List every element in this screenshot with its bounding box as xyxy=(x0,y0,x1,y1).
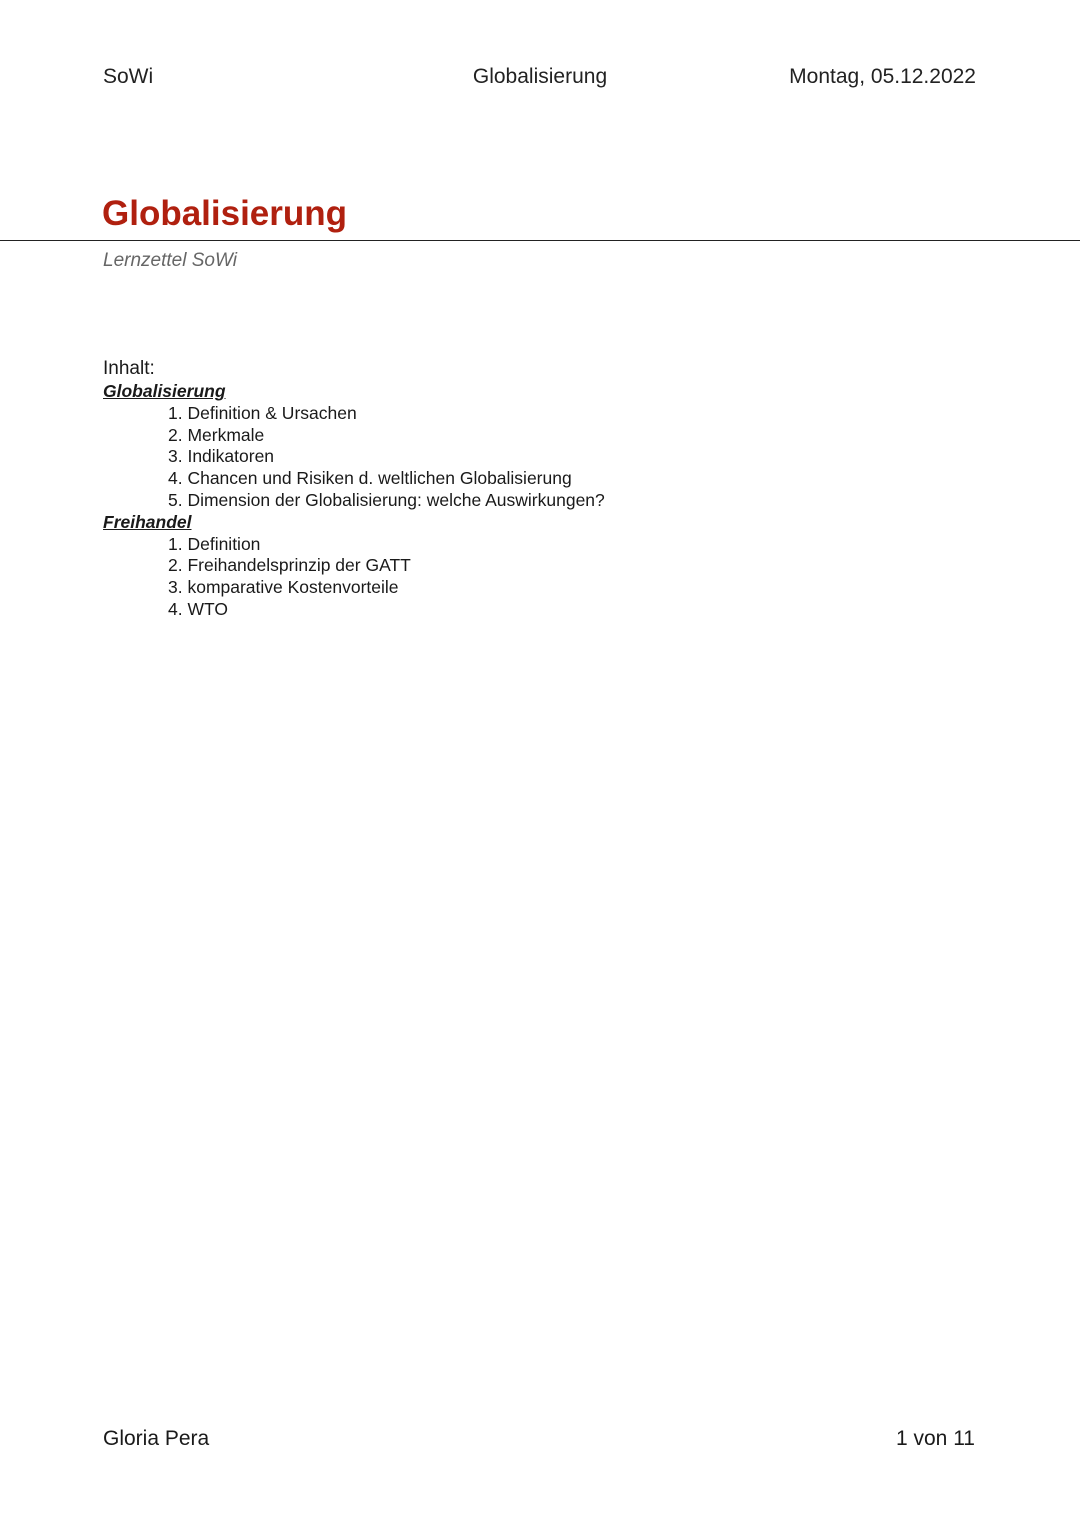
toc-item: 5. Dimension der Globalisierung: welche Auswirkungen? xyxy=(168,489,605,510)
table-of-contents xyxy=(103,357,605,621)
toc-item: 4. Chancen und Risiken d. weltlichen Globalisierung xyxy=(168,468,572,489)
toc-item: 2. Merkmale xyxy=(168,424,265,445)
header-topic: Globalisierung xyxy=(472,65,608,88)
header-subject: SoWi xyxy=(103,65,154,88)
toc-item: 4. WTO xyxy=(168,598,228,619)
toc-heading: Inhalt: xyxy=(103,358,155,379)
document-subtitle: Lernzettel SoWi xyxy=(103,250,237,271)
document-title: Globalisierung xyxy=(102,194,348,233)
toc-item: 1. Definition xyxy=(168,533,261,554)
toc-list-globalisierung xyxy=(103,403,605,512)
toc-item: 2. Freihandelsprinzip der GATT xyxy=(168,555,411,576)
title-divider xyxy=(0,240,1080,241)
toc-item: 1. Definition & Ursachen xyxy=(168,402,357,423)
toc-item: 3. komparative Kostenvorteile xyxy=(168,577,399,598)
footer-author: Gloria Pera xyxy=(103,1427,210,1450)
footer-page-number: 1 von 11 xyxy=(895,1427,975,1450)
toc-section-freihandel: Freihandel xyxy=(103,511,192,532)
toc-list-freihandel xyxy=(103,534,605,621)
toc-item: 3. Indikatoren xyxy=(168,446,275,467)
toc-section-globalisierung: Globalisierung xyxy=(103,381,226,401)
header-date: Montag, 05.12.2022 xyxy=(789,65,976,88)
